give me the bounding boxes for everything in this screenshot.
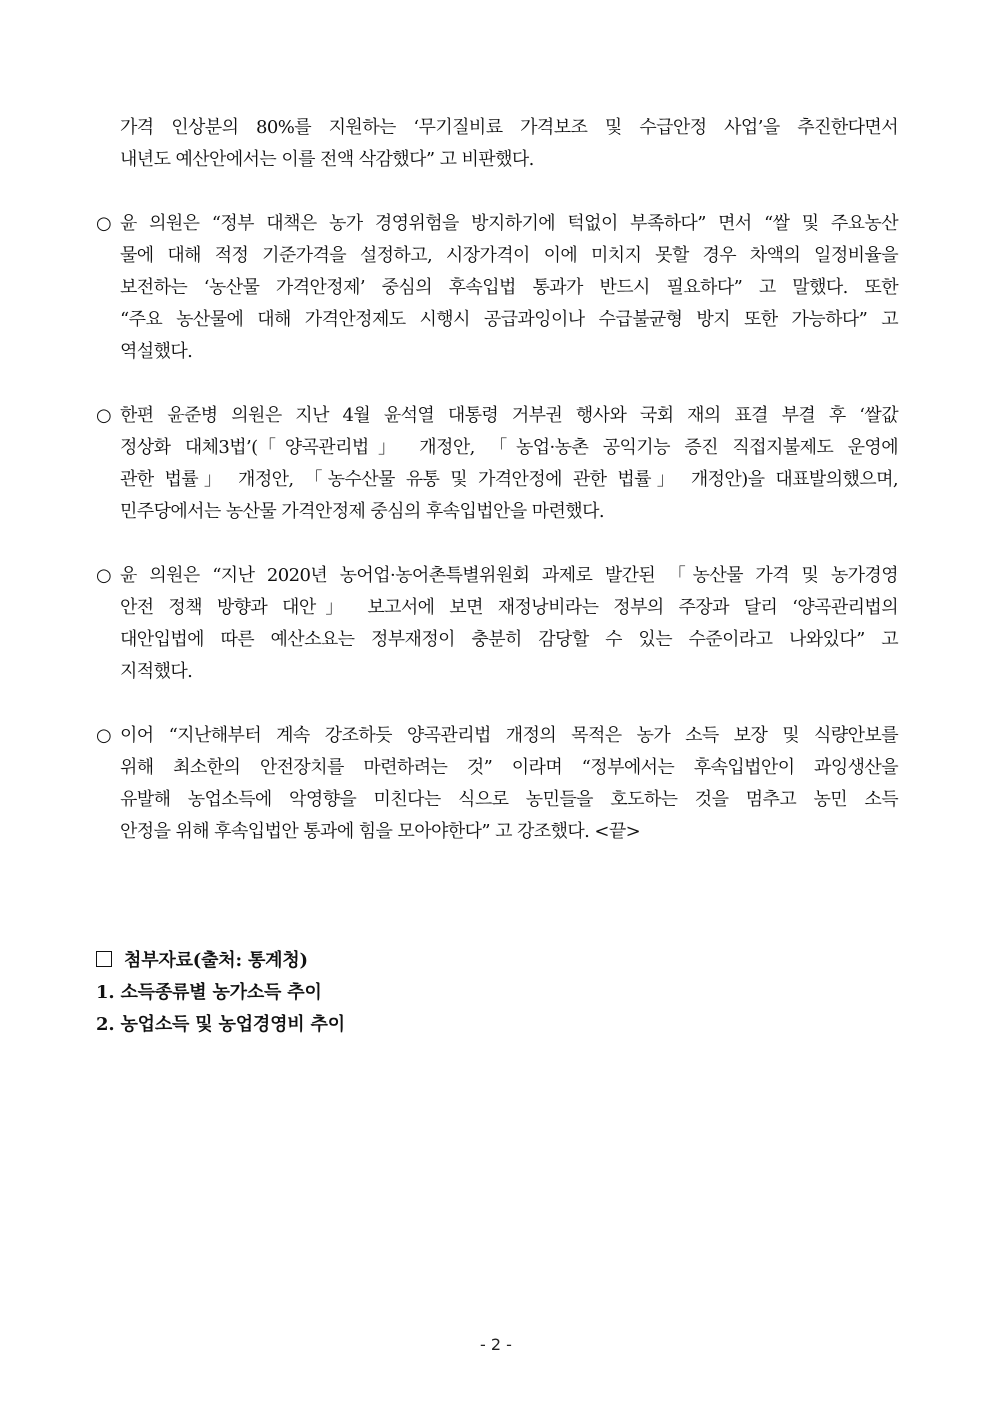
paragraph-line: 가격 인상분의 80%를 지원하는 ‘무기질비료 가격보조 및 수급안정 사업’을 추진한다면서 <box>120 117 898 138</box>
paragraph-policy-measures <box>96 208 898 368</box>
paragraph-line: 보전하는 ‘농산물 가격안정제’ 중심의 후속입법 통과가 반드시 필요하다” 고 말했다. 또한 <box>120 277 898 298</box>
attachments-heading-text: 첨부자료(출처: 통계청) <box>124 950 308 971</box>
paragraph-line: 정상화 대체3법’(「양곡관리법」 개정안, 「농업·농촌 공익기능 증진 직접지불제도 운영에 <box>120 437 898 458</box>
paragraph-line: 민주당에서는 농산물 가격안정제 중심의 후속입법안을 마련했다. <box>120 501 605 522</box>
paragraph-conclusion <box>96 720 898 848</box>
paragraph-line: 지적했다. <box>120 661 193 682</box>
circle-bullet-icon: ○ <box>96 213 112 234</box>
page-number: - 2 - <box>480 1335 512 1354</box>
paragraph-line-text: 윤 의원은 “정부 대책은 농가 경영위험을 방지하기에 턱없이 부족하다” 면서 “쌀 및 주요농산 <box>120 213 898 234</box>
paragraph-report <box>96 560 898 688</box>
circle-bullet-icon: ○ <box>96 725 112 746</box>
paragraph-line: 물에 대해 적정 기준가격을 설정하고, 시장가격이 이에 미치지 못할 경우 차액의 일정비율을 <box>120 245 898 266</box>
paragraph-line-text: 한편 윤준병 의원은 지난 4월 윤석열 대통령 거부권 행사와 국회 재의 표결 부결 후 ‘쌀값 <box>120 405 898 426</box>
attachment-item: 2. 농업소득 및 농업경영비 추이 <box>96 1014 345 1035</box>
paragraph-line: 내년도 예산안에서는 이를 전액 삭감했다” 고 비판했다. <box>120 149 534 170</box>
paragraph-line: 대안입법에 따른 예산소요는 정부재정이 충분히 감당할 수 있는 수준이라고 나와있다” 고 <box>120 629 898 650</box>
attachment-item: 1. 소득종류별 농가소득 추이 <box>96 982 322 1003</box>
attachments-section <box>96 945 696 1041</box>
checkbox-square-icon <box>96 951 112 967</box>
paragraph-line: 위해 최소한의 안전장치를 마련하려는 것” 이라며 “정부에서는 후속입법안이 과잉생산을 <box>120 757 898 778</box>
paragraph-line-text: 윤 의원은 “지난 2020년 농어업·농어촌특별위원회 과제로 발간된 「농산물 가격 및 농가경영 <box>120 565 898 586</box>
circle-bullet-icon: ○ <box>96 565 112 586</box>
paragraph-three-laws <box>96 400 898 528</box>
paragraph-first-line <box>96 208 898 240</box>
circle-bullet-icon: ○ <box>96 405 112 426</box>
paragraph-continuation <box>96 112 898 176</box>
paragraph-line: 역설했다. <box>120 341 193 362</box>
attachments-heading <box>96 945 696 977</box>
paragraph-first-line <box>96 560 898 592</box>
paragraph-line: “주요 농산물에 대해 가격안정제도 시행시 공급과잉이나 수급불균형 방지 또한 가능하다” 고 <box>120 309 898 330</box>
paragraph-line: 유발해 농업소득에 악영향을 미친다는 식으로 농민들을 호도하는 것을 멈추고 농민 소득 <box>120 789 898 810</box>
paragraph-line: 안정을 위해 후속입법안 통과에 힘을 모아야한다” 고 강조했다. <끝> <box>120 821 641 842</box>
paragraph-line: 안전 정책 방향과 대안」 보고서에 보면 재정낭비라는 정부의 주장과 달리 ‘양곡관리법의 <box>120 597 898 618</box>
paragraph-first-line <box>96 400 898 432</box>
paragraph-line: 관한 법률」 개정안, 「농수산물 유통 및 가격안정에 관한 법률」 개정안)을 대표발의했으며, <box>120 469 898 490</box>
paragraph-first-line <box>96 720 898 752</box>
paragraph-line-text: 이어 “지난해부터 계속 강조하듯 양곡관리법 개정의 목적은 농가 소득 보장 및 식량안보를 <box>120 725 898 746</box>
